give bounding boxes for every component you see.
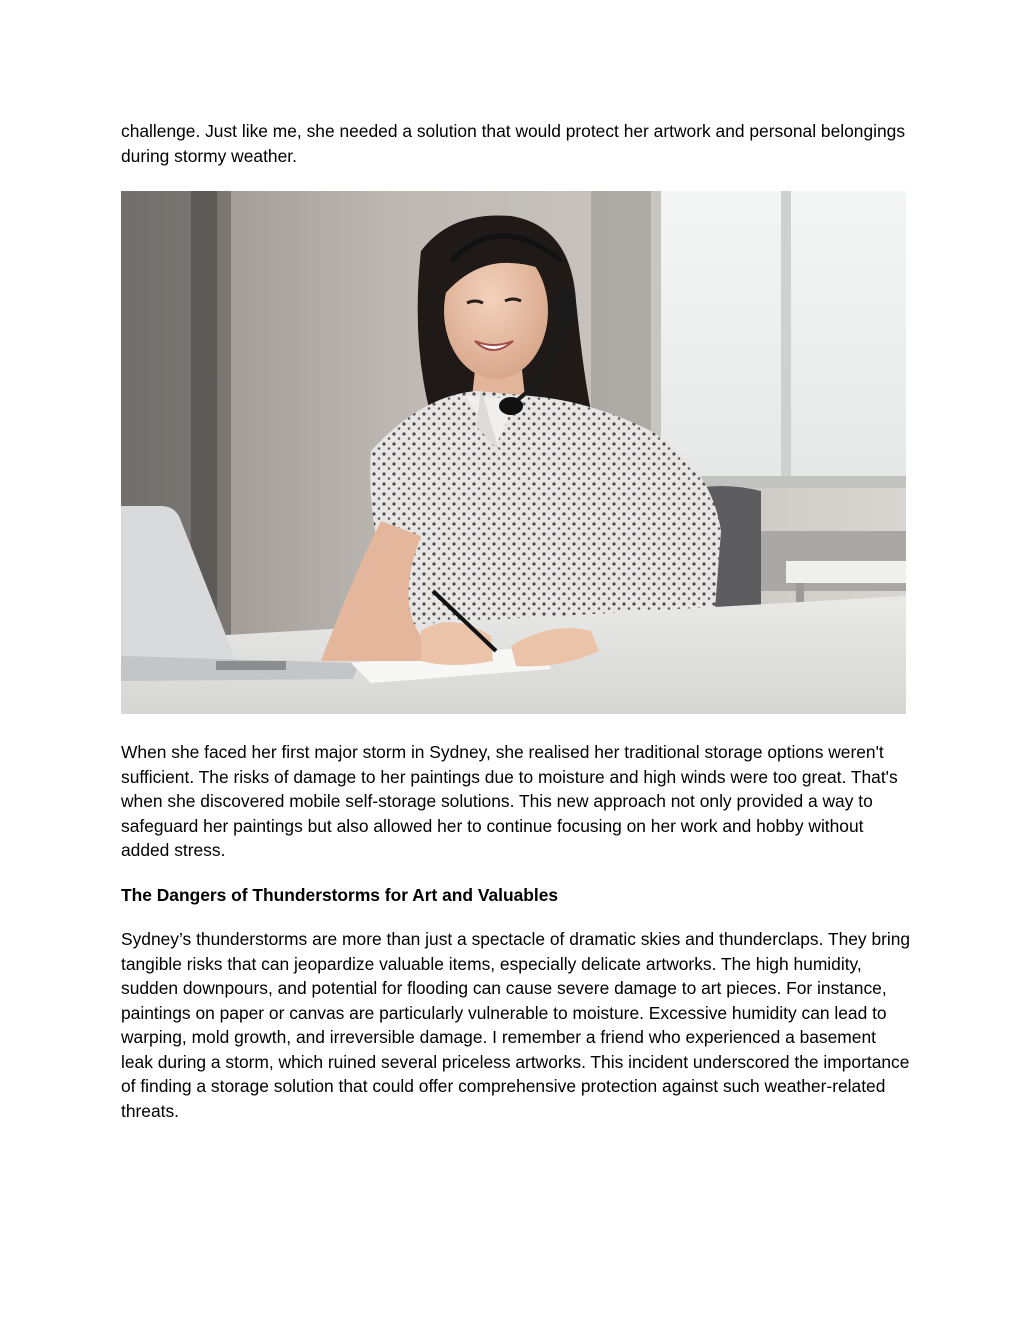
- body-paragraph: Sydney’s thunderstorms are more than just a spectacle of dramatic skies and thunderclaps. They bring tangible risks that can jeopardize valuable items, especially delicate artworks. The high humidity, sudden downpours, and potential for flooding can cause severe damage to art pieces. For instance, paintings on paper or canvas are particularly vulnerable to moisture. Excessive humidity can lead to warping, mold growth, and irreversible damage. I remember a friend who experienced a basement leak during a storm, which ruined several priceless artworks. This incident underscored the importance of finding a storage solution that could offer comprehensive protection against such weather-related threats.: [121, 929, 911, 1121]
- intro-paragraph: challenge. Just like me, she needed a solution that would protect her artwork and personal belongings during stormy weather.: [121, 121, 906, 166]
- photo-woman-headset-writing: [121, 191, 906, 714]
- body-paragraph: When she faced her first major storm in Sydney, she realised her traditional storage options weren't sufficient. The risks of damage to her paintings due to moisture and high winds were too great. That's when she discovered mobile self-storage solutions. This new approach not only provided a way to safeguard her paintings but also allowed her to continue focusing on her work and hobby without added stress.: [121, 742, 898, 860]
- document-page: [121, 119, 911, 1123]
- section-heading: The Dangers of Thunderstorms for Art and Valuables: [121, 884, 559, 905]
